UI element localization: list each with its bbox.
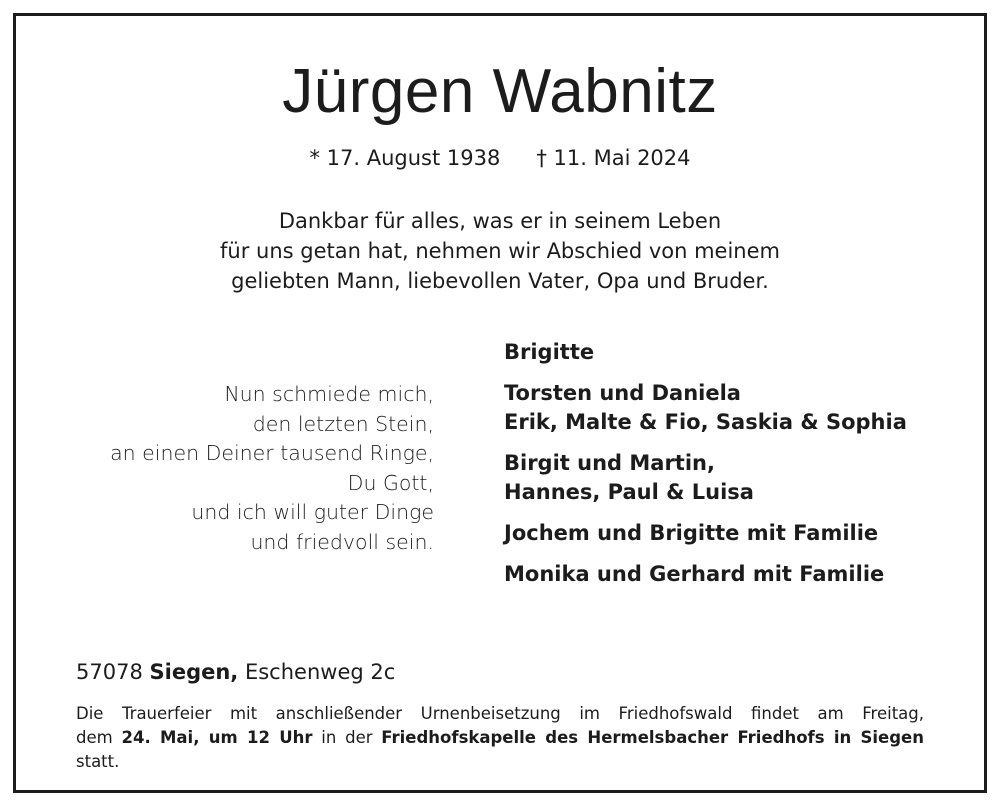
city: Siegen, — [149, 660, 239, 684]
mourner-line: Jochem und Brigitte mit Familie — [504, 521, 879, 545]
intro-line: Dankbar für alles, was er in seinem Leben — [278, 209, 722, 233]
mourner-group — [504, 449, 907, 507]
obituary-notice — [13, 13, 987, 793]
mourner-line: Torsten und Daniela — [504, 381, 741, 405]
funeral-note — [76, 702, 924, 774]
intro-text — [16, 206, 984, 296]
birth-date: * 17. August 1938 — [309, 146, 501, 170]
poem-line: und friedvoll sein. — [250, 529, 434, 554]
funeral-date: 24. Mai, um 12 Uhr — [121, 728, 313, 747]
postal-code: 57078 — [76, 660, 143, 684]
death-date: † 11. Mai 2024 — [536, 146, 691, 170]
poem-line: Du Gott, — [347, 470, 434, 495]
life-dates — [16, 144, 984, 172]
mourner-line: Hannes, Paul & Luisa — [504, 480, 754, 504]
mourner-line: Erik, Malte & Fio, Saskia & Sophia — [504, 410, 907, 434]
poem-line: den letzten Stein, — [252, 411, 434, 436]
mourner-group — [504, 560, 907, 589]
funeral-note-line: Die Trauerfeier mit anschließender Urnenbeisetzung im Friedhofswald findet am Freitag, — [76, 704, 924, 723]
funeral-location: Friedhofskapelle des Hermelsbacher Friedhofs in Siegen — [381, 728, 924, 747]
note-text: statt. — [76, 752, 120, 771]
mourner-group — [504, 338, 907, 367]
poem-line: Nun schmiede mich, — [224, 382, 434, 406]
mourners-list — [504, 338, 907, 601]
street: Eschenweg 2c — [244, 660, 396, 684]
poem-line: und ich will guter Dinge — [191, 500, 434, 524]
mourner-group — [504, 519, 907, 548]
mourner-line: Birgit und Martin, — [504, 451, 715, 475]
funeral-note-line — [76, 726, 924, 774]
mourner-line: Brigitte — [504, 340, 595, 364]
poem — [110, 380, 434, 557]
address — [76, 658, 395, 686]
deceased-name: Jürgen Wabnitz — [282, 57, 718, 126]
mourner-line: Monika und Gerhard mit Familie — [504, 562, 885, 586]
note-text: dem — [76, 728, 122, 747]
intro-line: für uns getan hat, nehmen wir Abschied von meinem — [220, 239, 780, 263]
note-text: in der — [312, 728, 382, 747]
mourner-group — [504, 379, 907, 437]
poem-line: an einen Deiner tausend Ringe, — [110, 441, 434, 465]
intro-line: geliebten Mann, liebevollen Vater, Opa und Bruder. — [231, 269, 769, 293]
